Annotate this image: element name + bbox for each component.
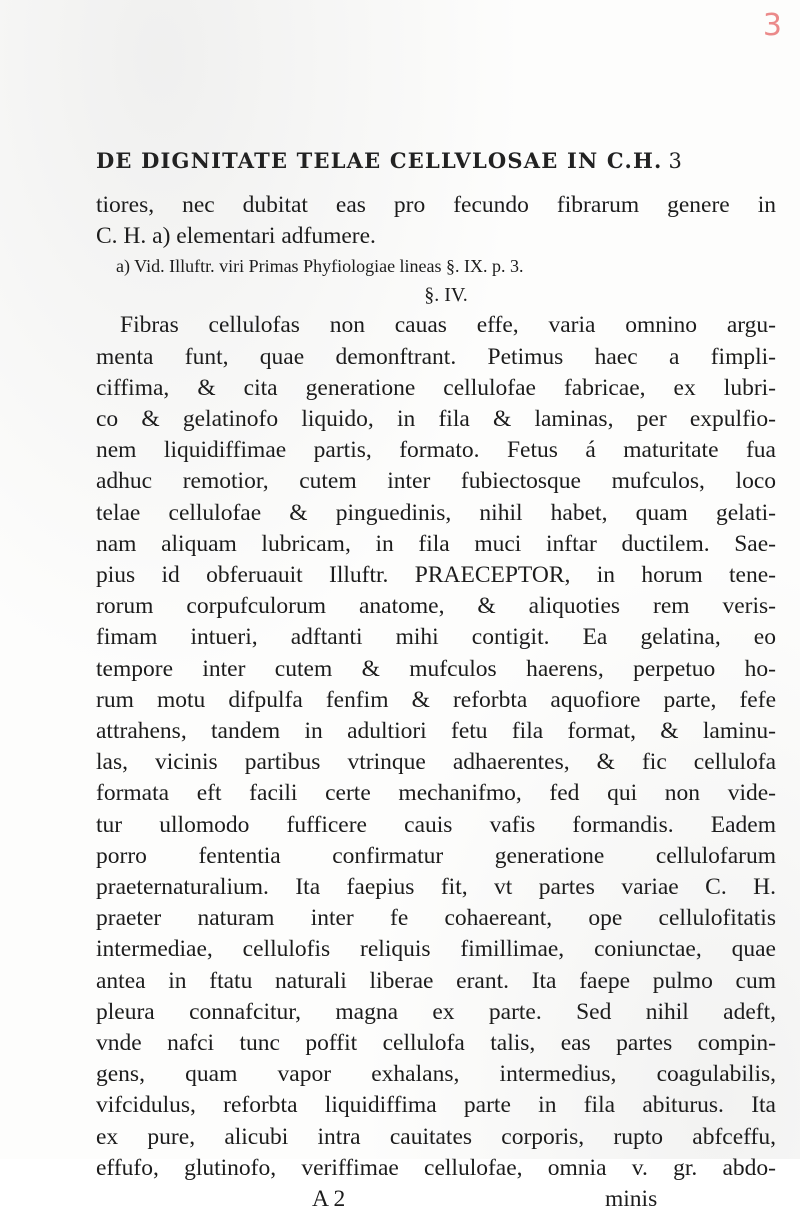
signature-mark: A 2 [312, 1186, 346, 1213]
text-line: las, vicinis partibus vtrinque adhaerentes, & fic cellulofa [96, 749, 776, 776]
text-line: ciffima, & cita generatione cellulofae fabricae, ex lubri- [96, 374, 776, 401]
text-line: C. H. a) elementari adfumere. [96, 223, 376, 250]
text-block [96, 190, 776, 1215]
text-line: menta funt, quae demonftrant. Petimus haec a fimpli- [96, 343, 776, 370]
text-line: tur ullomodo fufficere cauis vafis formandis. Eadem [96, 811, 776, 838]
section-heading: §. IV. [424, 284, 468, 307]
text-line: rum motu difpulfa fenfim & reforbta aquofiore parte, fefe [96, 686, 776, 713]
text-line: fimam intueri, adftanti mihi contigit. Ea gelatina, eo [96, 624, 776, 651]
running-head [96, 148, 776, 173]
text-line: pleura connafcitur, magna ex parte. Sed nihil adeft, [96, 998, 776, 1025]
text-line: gens, quam vapor exhalans, intermedius, coagulabilis, [96, 1061, 776, 1088]
text-line: praeternaturalium. Ita faepius fit, vt partes variae C. H. [96, 874, 776, 901]
folio-number: 3 [668, 149, 684, 173]
text-line: tempore inter cutem & mufculos haerens, perpetuo ho- [96, 655, 776, 682]
running-head-title: DE DIGNITATE TELAE CELLVLOSAE IN C.H. [96, 148, 663, 173]
text-line: pius id obferuauit Illuftr. PRAECEPTOR, in horum tene- [96, 562, 776, 589]
footnote: a) Vid. Illuftr. viri Primas Phyfiologiae lineas §. IX. p. 3. [116, 256, 524, 277]
text-line: antea in ftatu naturali liberae erant. Ita faepe pulmo cum [96, 967, 776, 994]
text-line: telae cellulofae & pinguedinis, nihil habet, quam gelati- [96, 499, 776, 526]
text-line: co & gelatinofo liquido, in fila & laminas, per expulfio- [96, 406, 776, 433]
text-line: vnde nafci tunc poffit cellulofa talis, eas partes compin- [96, 1030, 776, 1057]
text-line: intermediae, cellulofis reliquis fimillimae, coniunctae, quae [96, 936, 776, 963]
text-line: ex pure, alicubi intra cauitates corporis, rupto abfceffu, [96, 1123, 776, 1150]
text-line: effufo, glutinofo, veriffimae cellulofae, omnia v. gr. abdo- [96, 1154, 776, 1181]
text-line: tiores, nec dubitat eas pro fecundo fibrarum genere in [96, 192, 776, 218]
text-line: rorum corpufculorum anatome, & aliquoties rem veris- [96, 593, 776, 620]
text-line: formata eft facili certe mechanifmo, fed qui non vide- [96, 780, 776, 807]
text-line: nem liquidiffimae partis, formato. Fetus á maturitate fua [96, 437, 776, 464]
corner-page-mark: 3 [762, 8, 782, 43]
text-line: adhuc remotior, cutem inter fubiectosque mufculos, loco [96, 468, 776, 495]
catchword: minis [605, 1186, 658, 1213]
text-line: attrahens, tandem in adultiori fetu fila format, & laminu- [96, 718, 776, 745]
signature-line [96, 1184, 776, 1215]
text-line: porro fententia confirmatur generatione cellulofarum [96, 842, 776, 869]
text-line: nam aliquam lubricam, in fila muci inftar ductilem. Sae- [96, 530, 776, 557]
text-line: praeter naturam inter fe cohaereant, ope cellulofitatis [96, 905, 776, 932]
text-line: Fibras cellulofas non cauas effe, varia omnino argu- [120, 312, 776, 339]
text-line: vifcidulus, reforbta liquidiffima parte in fila abiturus. Ita [96, 1092, 776, 1119]
